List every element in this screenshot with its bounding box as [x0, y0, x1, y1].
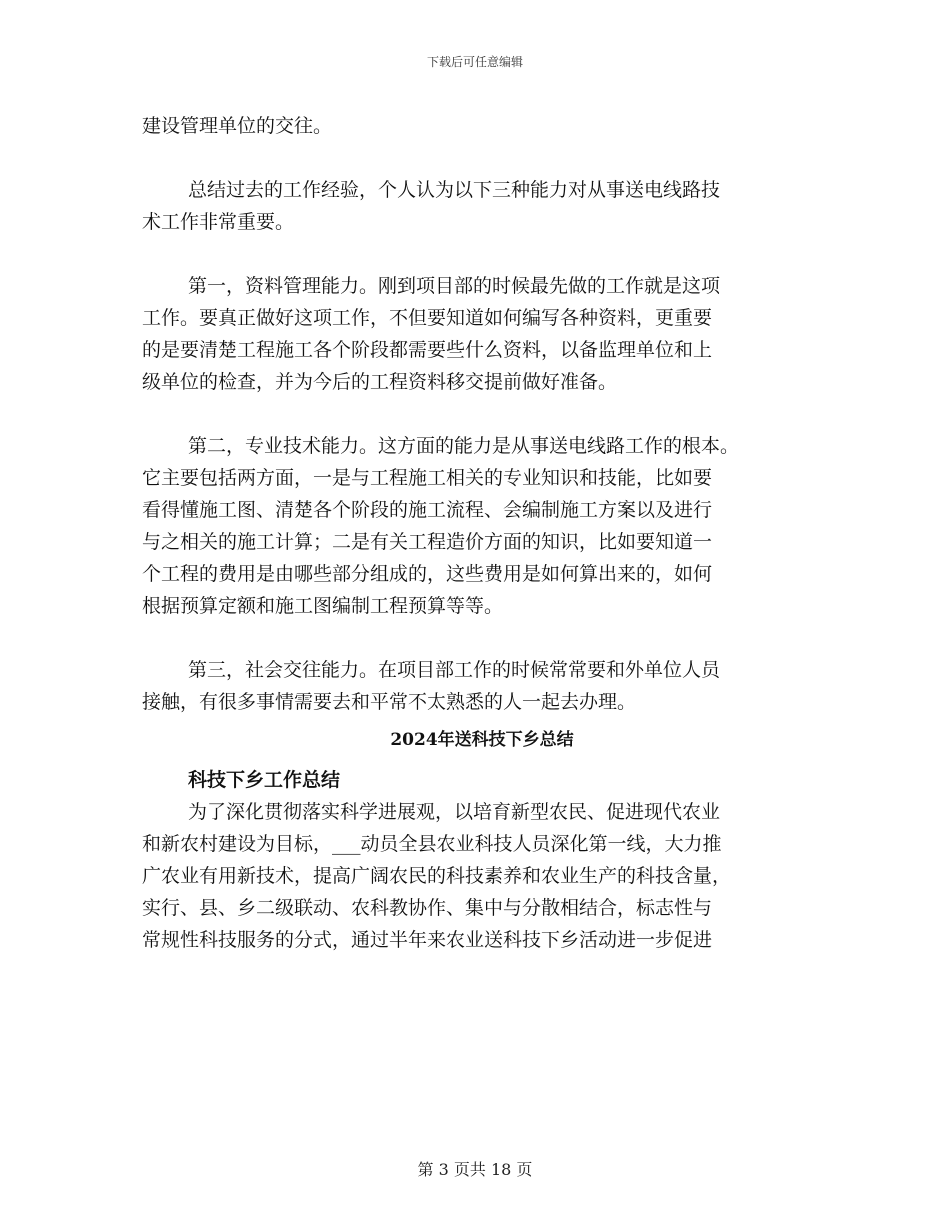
paragraph-line: 为了深化贯彻落实科学进展观，以培育新型农民、促进现代农业	[188, 801, 721, 823]
paragraph-4	[142, 654, 822, 718]
paragraph-gap	[142, 622, 822, 654]
section-title: 2024年送科技下乡总结	[390, 730, 574, 750]
paragraph-line: 的是要清楚工程施工各个阶段都需要些什么资料，以备监理单位和上	[142, 339, 713, 361]
paragraph-line: 和新农村建设为目标，___动员全县农业科技人员深化第一线，大力推	[142, 833, 722, 855]
page-header: 下载后可任意编辑	[426, 55, 523, 69]
paragraph-line: 第一，资料管理能力。刚到项目部的时候最先做的工作就是这项	[188, 275, 721, 297]
paragraph-line: 总结过去的工作经验，个人认为以下三种能力对从事送电线路技	[188, 179, 721, 201]
paragraph-line: 与之相关的施工计算；二是有关工程造价方面的知识，比如要知道一	[142, 531, 713, 553]
paragraph-line: 根据预算定额和施工图编制工程预算等等。	[142, 595, 504, 617]
paragraph-line: 广农业有用新技术，提高广阔农民的科技素养和农业生产的科技含量，	[142, 865, 732, 887]
page-footer: 第 3 页共 18 页	[417, 1160, 533, 1179]
paragraph-gap	[142, 142, 822, 174]
paragraph-line: 实行、县、乡二级联动、农科教协作、集中与分散相结合，标志性与	[142, 897, 713, 919]
section-subheading: 科技下乡工作总结	[188, 769, 341, 791]
paragraph-line: 第三，社会交往能力。在项目部工作的时候常常要和外单位人员	[188, 659, 721, 681]
paragraph-3	[142, 430, 822, 622]
paragraph-line: 接触，有很多事情需要去和平常不太熟悉的人一起去办理。	[142, 691, 637, 713]
paragraph-gap	[142, 238, 822, 270]
paragraph-line: 看得懂施工图、清楚各个阶段的施工流程、会编制施工方案以及进行	[142, 499, 713, 521]
paragraph-line: 它主要包括两方面，一是与工程施工相关的专业知识和技能，比如要	[142, 467, 713, 489]
paragraph-line: 建设管理单位的交往。	[142, 115, 333, 137]
paragraph-line: 第二，专业技术能力。这方面的能力是从事送电线路工作的根本。	[188, 435, 740, 457]
paragraph-gap	[142, 398, 822, 430]
paragraph-2	[142, 270, 822, 398]
paragraph-1	[142, 174, 822, 238]
paragraph-0	[142, 110, 822, 142]
section-body	[142, 796, 822, 956]
paragraph-line: 个工程的费用是由哪些部分组成的，这些费用是如何算出来的，如何	[142, 563, 713, 585]
document-body	[142, 110, 822, 956]
paragraph-line: 术工作非常重要。	[142, 211, 295, 233]
paragraph-line: 级单位的检查，并为今后的工程资料移交提前做好准备。	[142, 371, 618, 393]
paragraph-line: 工作。要真正做好这项工作，不但要知道如何编写各种资料，更重要	[142, 307, 713, 329]
paragraph-line: 常规性科技服务的分式，通过半年来农业送科技下乡活动进一步促进	[142, 929, 713, 951]
